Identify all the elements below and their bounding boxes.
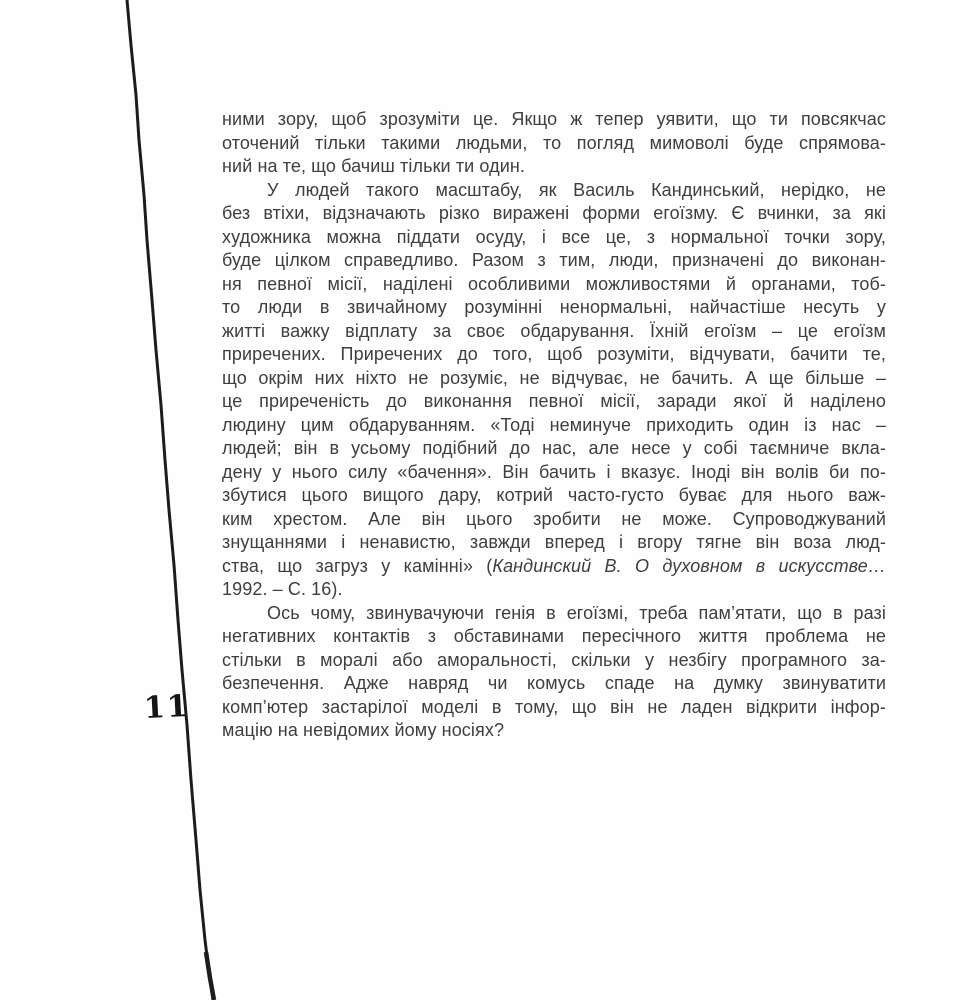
text-line: У людей такого масштабу, як Василь Кандинський, нерідко, не bbox=[267, 179, 886, 200]
text-line: художника можна піддати осуду, і все це, з нормальної точки зору, bbox=[222, 226, 886, 247]
citation-italic-text: Кандинский В. О духовном в искусстве… bbox=[492, 555, 886, 576]
text-line: це приреченість до виконання певної місії, заради якої й наділено bbox=[222, 391, 886, 411]
text-line: що окрім них ніхто не розуміє, не відчуває, не бачить. А ще більше – bbox=[222, 367, 886, 388]
text-segment: ства, що загруз у камінні» ( bbox=[222, 555, 493, 576]
text-line: приречених. Приречених до того, щоб розуміти, відчувати, бачити те, bbox=[222, 344, 886, 364]
text-line: ний на те, що бачиш тільки ти один. bbox=[222, 156, 526, 176]
text-line: 1992. – С. 16). bbox=[222, 579, 343, 599]
text-line: комп’ютер застарілої моделі в тому, що він не ладен відкрити інфор- bbox=[222, 696, 886, 717]
text-line: збутися цього вищого дару, котрий часто-густо буває для нього важ- bbox=[222, 485, 886, 505]
text-line: стільки в моралі або аморальності, скільки у незбігу програмного за- bbox=[222, 649, 886, 670]
text-line: житті важку відплату за своє обдарування. Їхній егоїзм – це егоїзм bbox=[222, 320, 886, 341]
text-line: то люди в звичайному розумінні ненормальні, найчастіше несуть у bbox=[222, 297, 886, 317]
text-line: мацію на невідомих йому носіях? bbox=[222, 720, 505, 740]
text-line: людину цим обдаруванням. «Тоді неминуче приходить один із нас – bbox=[222, 414, 886, 435]
text-line: людей; він в усьому подібний до нас, але несе у собі таємниче вкла- bbox=[222, 438, 886, 458]
text-line: ким хрестом. Але він цього зробити не може. Супроводжуваний bbox=[222, 508, 886, 529]
text-line: знущаннями і ненавистю, завжди вперед і вгору тягне він воза люд- bbox=[222, 532, 886, 552]
text-line: негативних контактів з обставинами пересічного життя проблема не bbox=[222, 626, 886, 646]
text-line: оточений тільки такими людьми, то погляд мимоволі буде спрямова- bbox=[222, 132, 886, 153]
page-number: 11 bbox=[143, 688, 191, 727]
text-line: Ось чому, звинувачуючи генія в егоїзмі, треба пам’ятати, що в разі bbox=[267, 602, 886, 623]
text-line: ня певної місії, наділені особливими можливостями й органами, тоб- bbox=[222, 273, 886, 294]
text-line: без втіхи, відзначають різко виражені форми егоїзму. Є вчинки, за які bbox=[222, 203, 886, 223]
text-line: буде цілком справедливо. Разом з тим, люди, призначені до виконан- bbox=[222, 250, 886, 270]
text-line: безпечення. Адже навряд чи комусь спаде на думку звинуватити bbox=[222, 673, 886, 693]
text-line: дену у нього силу «бачення». Він бачить і вказує. Іноді він волів би по- bbox=[222, 461, 886, 482]
text-line: ними зору, щоб зрозуміти це. Якщо ж тепер уявити, що ти повсякчас bbox=[222, 109, 886, 129]
text-line bbox=[222, 555, 886, 579]
text-block bbox=[222, 108, 886, 743]
